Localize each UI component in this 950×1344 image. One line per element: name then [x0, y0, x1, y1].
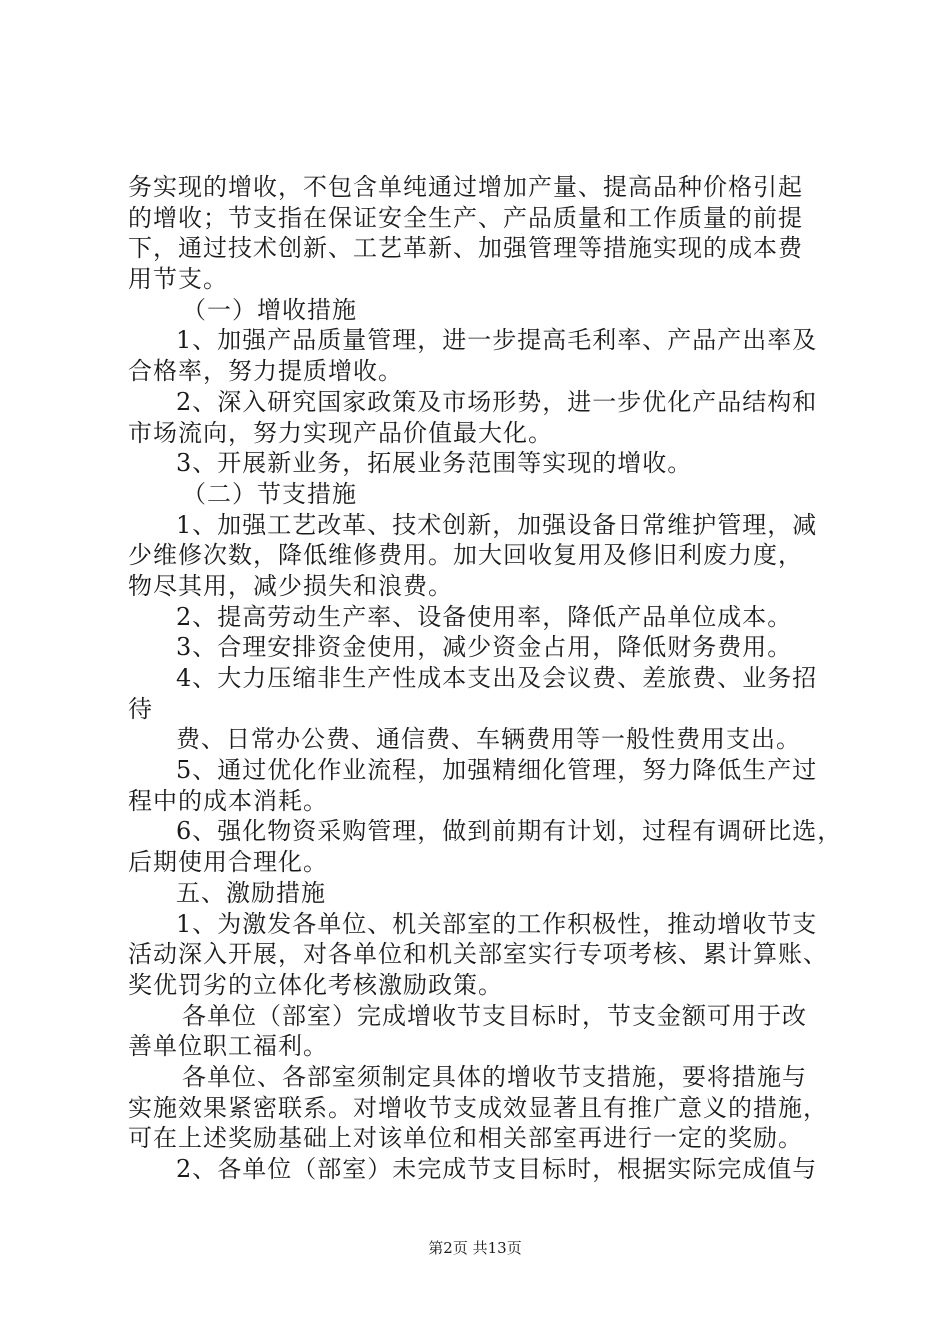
text-line: 费、日常办公费、通信费、车辆费用等一般性费用支出。	[176, 725, 801, 754]
text-line: 3、合理安排资金使用，减少资金占用，降低财务费用。	[176, 633, 793, 662]
text-line: 活动深入开展，对各单位和机关部室实行专项考核、累计算账、	[128, 940, 828, 969]
text-line: 程中的成本消耗。	[128, 786, 328, 815]
text-line: 物尽其用，减少损失和浪费。	[128, 571, 453, 600]
text-line: 五、激励措施	[176, 878, 326, 907]
text-line: 2、提高劳动生产率、设备使用率，降低产品单位成本。	[176, 602, 793, 631]
text-line: 善单位职工福利。	[128, 1032, 328, 1061]
text-line: 1、加强工艺改革、技术创新，加强设备日常维护管理，减	[176, 510, 818, 539]
text-line: 合格率，努力提质增收。	[128, 357, 403, 386]
text-line: 可在上述奖励基础上对该单位和相关部室再进行一定的奖励。	[128, 1124, 803, 1153]
text-line: 奖优罚劣的立体化考核激励政策。	[128, 970, 503, 999]
text-line: （一）增收措施	[182, 295, 357, 324]
text-line: 各单位（部室）完成增收节支目标时，节支金额可用于改	[182, 1001, 807, 1030]
text-line: 2、各单位（部室）未完成节支目标时，根据实际完成值与	[176, 1155, 818, 1183]
text-line: 的增收；节支指在保证安全生产、产品质量和工作质量的前提	[128, 203, 803, 232]
text-line: 下，通过技术创新、工艺革新、加强管理等措施实现的成本费	[128, 234, 803, 263]
text-line: 后期使用合理化。	[128, 848, 328, 877]
text-line: 1、为激发各单位、机关部室的工作积极性，推动增收节支	[176, 909, 818, 938]
text-line: 5、通过优化作业流程，加强精细化管理，努力降低生产过	[176, 756, 818, 785]
text-line: 1、加强产品质量管理，进一步提高毛利率、产品产出率及	[176, 326, 818, 355]
text-line: （二）节支措施	[182, 479, 357, 508]
text-line: 用节支。	[128, 265, 228, 294]
text-line: 各单位、各部室须制定具体的增收节支措施，要将措施与	[182, 1062, 807, 1091]
text-line: 3、开展新业务，拓展业务范围等实现的增收。	[176, 449, 693, 478]
text-line: 4、大力压缩非生产性成本支出及会议费、差旅费、业务招	[176, 664, 818, 692]
text-line: 6、强化物资采购管理，做到前期有计划，过程有调研比选，	[176, 817, 843, 846]
text-line: 待	[128, 694, 153, 723]
text-line: 实施效果紧密联系。对增收节支成效显著且有推广意义的措施，	[128, 1093, 828, 1122]
page-footer: 第2页 共13页	[428, 1239, 522, 1257]
text-line: 2、深入研究国家政策及市场形势，进一步优化产品结构和	[176, 387, 818, 416]
text-line: 市场流向，努力实现产品价值最大化。	[128, 418, 553, 447]
text-line: 少维修次数，降低维修费用。加大回收复用及修旧利废力度，	[128, 541, 803, 570]
text-line: 务实现的增收，不包含单纯通过增加产量、提高品种价格引起	[128, 173, 803, 201]
document-body	[128, 172, 848, 1185]
